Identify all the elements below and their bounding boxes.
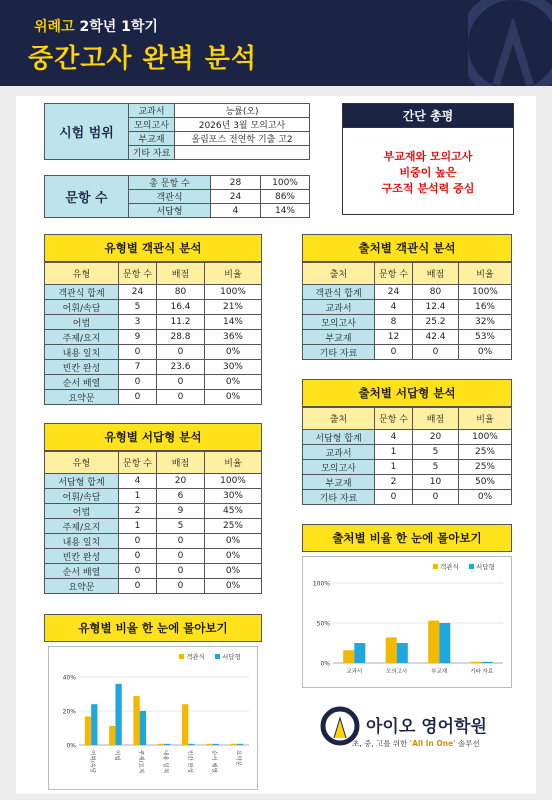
table-cell: 9 [157,504,205,519]
x-tick-label: 빈칸 완성 [186,750,193,774]
table-cell: 모의고사 [303,315,375,330]
bar-subjective [91,704,97,745]
table-cell: 14% [205,315,262,330]
table-cell: 어휘/속담 [45,300,119,315]
table-cell: 30% [205,360,262,375]
source-objective-table [302,262,512,360]
tagline-post: 솔루션 [455,739,480,748]
column-header: 배점 [413,408,459,430]
table-row [45,579,262,594]
legend-label: 객관식 [186,653,205,661]
table-cell: 80 [157,285,205,300]
table-cell: 5 [413,445,459,460]
count-n: 28 [211,176,261,190]
table-cell: 20 [413,430,459,445]
legend-swatch [179,654,184,659]
table-cell: 부교재 [303,330,375,345]
table-cell: 2 [119,504,157,519]
table-cell: 11.2 [157,315,205,330]
scope-table [44,103,310,160]
table-cell: 42.4 [413,330,459,345]
academy-name: 아이오 영어학원 [366,717,487,737]
table-cell: 28.8 [157,330,205,345]
table-cell: 50% [459,475,512,490]
source-subjective-table [302,407,512,505]
table-row [45,504,262,519]
column-header: 문항 수 [119,263,157,285]
type-subjective-title: 유형별 서답형 분석 [44,423,262,451]
table-cell: 0% [205,375,262,390]
table-cell: 23.6 [157,360,205,375]
table-cell: 24 [119,285,157,300]
count-n: 24 [211,190,261,204]
column-header: 문항 수 [375,408,413,430]
table-cell: 0% [205,345,262,360]
academy-tagline [352,738,480,749]
bar-objective [231,744,237,745]
background-logo-icon [468,0,552,86]
table-cell: 부교재 [303,475,375,490]
count-key: 객관식 [129,190,211,204]
bar-subjective [140,711,146,745]
table-cell: 주제/요지 [45,519,119,534]
tagline-highlight: 'All In One' [409,739,456,748]
legend-label: 서답형 [476,563,495,571]
table-cell: 2 [375,475,413,490]
table-cell: 0 [157,549,205,564]
legend-label: 객관식 [440,563,459,571]
table-cell: 어법 [45,504,119,519]
table-header-row [303,263,512,285]
table-row [45,300,262,315]
header-subtitle [34,16,158,36]
count-key: 서답형 [129,204,211,218]
table-row [303,300,512,315]
summary-box [342,103,514,215]
table-row [45,315,262,330]
bar-objective [471,662,482,663]
type-chart-title: 유형별 비율 한 눈에 몰아보기 [44,614,262,642]
table-cell: 0 [157,375,205,390]
scope-value [175,146,310,160]
summary-title: 간단 총평 [343,104,513,128]
table-cell: 100% [205,474,262,489]
table-cell: 0% [205,579,262,594]
table-cell: 객관식 합계 [45,285,119,300]
table-row [45,390,262,405]
table-cell: 0% [205,534,262,549]
academy-brand [316,706,526,762]
table-cell: 80 [413,285,459,300]
column-header: 비율 [459,263,512,285]
tagline-pre: 초, 중, 고를 위한 [352,739,410,748]
table-row [45,360,262,375]
table-cell: 10 [413,475,459,490]
table-cell: 0 [375,345,413,360]
table-cell: 0% [205,390,262,405]
table-cell: 9 [119,330,157,345]
table-cell: 4 [375,430,413,445]
table-row [303,430,512,445]
table-cell: 0 [157,534,205,549]
table-cell: 20 [157,474,205,489]
table-cell: 순서 배열 [45,564,119,579]
bar-objective [158,744,164,745]
scope-label: 시험 범위 [45,104,129,160]
table-row [45,345,262,360]
x-tick-label: 부교재 [431,669,448,675]
table-cell: 요약문 [45,579,119,594]
count-key: 총 문항 수 [129,176,211,190]
table-cell: 요약문 [45,390,119,405]
table-cell: 0 [157,345,205,360]
table-cell: 순서 배열 [45,375,119,390]
table-cell: 5 [157,519,205,534]
count-pct: 100% [261,176,310,190]
table-cell: 8 [375,315,413,330]
table-cell: 교과서 [303,300,375,315]
bar-objective [85,716,91,745]
table-row [303,345,512,360]
table-row [303,315,512,330]
x-tick-label: 내용 일치 [162,750,168,774]
school-name: 위례고 [34,19,75,35]
table-cell: 서답형 합계 [45,474,119,489]
table-cell: 0 [119,345,157,360]
type-chart-svg [49,647,257,789]
legend-swatch [433,564,438,569]
count-label: 문항 수 [45,176,129,218]
column-header: 출처 [303,408,375,430]
table-cell: 기타 자료 [303,345,375,360]
table-row [45,375,262,390]
table-cell: 서답형 합계 [303,430,375,445]
x-tick-label: 모의고사 [386,669,408,675]
type-objective-table [44,262,262,405]
column-header: 문항 수 [119,452,157,474]
table-cell: 30% [205,489,262,504]
table-cell: 0% [459,490,512,505]
column-header: 배점 [157,452,205,474]
source-chart [302,556,512,688]
table-cell: 25% [459,445,512,460]
table-row [303,460,512,475]
table-cell: 1 [375,445,413,460]
table-cell: 어휘/속담 [45,489,119,504]
table-row [45,489,262,504]
table-cell: 빈칸 완성 [45,549,119,564]
table-cell: 0 [119,390,157,405]
type-objective-title: 유형별 객관식 분석 [44,234,262,262]
type-subjective-table [44,451,262,594]
column-header: 출처 [303,263,375,285]
column-header: 문항 수 [375,263,413,285]
table-cell: 0 [413,345,459,360]
table-cell: 0 [119,534,157,549]
count-pct: 86% [261,190,310,204]
y-tick-label: 0% [66,742,76,750]
table-cell: 0 [119,549,157,564]
y-tick-label: 50% [316,620,330,628]
table-row [303,330,512,345]
x-tick-label: 주제/요지 [137,750,144,774]
table-cell: 6 [157,489,205,504]
table-cell: 1 [119,519,157,534]
table-cell: 21% [205,300,262,315]
scope-key: 기타 자료 [129,146,175,160]
bar-subjective [237,744,243,745]
table-cell: 25% [205,519,262,534]
table-header-row [45,452,262,474]
x-tick-label: 교과서 [346,669,363,675]
column-header: 배점 [157,263,205,285]
bar-subjective [188,744,194,745]
scope-value: 2026년 3월 모의고사 [175,118,310,132]
source-chart-svg [303,557,511,687]
scope-value: 능률(오) [175,104,310,118]
column-header: 유형 [45,263,119,285]
table-header-row [303,408,512,430]
bar-objective [133,696,139,745]
table-cell: 내용 일치 [45,534,119,549]
table-row [45,564,262,579]
table-row [303,285,512,300]
table-cell: 0% [205,564,262,579]
table-cell: 100% [205,285,262,300]
table-header-row [45,263,262,285]
y-tick-label: 20% [62,708,76,716]
summary-line: 비중이 높은 [399,166,457,179]
table-cell: 내용 일치 [45,345,119,360]
count-pct: 14% [261,204,310,218]
x-tick-label: 어휘/속담 [89,750,96,774]
bar-objective [343,650,354,663]
table-row [45,519,262,534]
table-cell: 0% [205,549,262,564]
scope-key: 모의고사 [129,118,175,132]
summary-line: 부교재와 모의고사 [383,150,473,163]
bar-objective [206,744,212,745]
source-chart-title: 출처별 비율 한 눈에 몰아보기 [302,524,512,552]
table-cell: 25.2 [413,315,459,330]
scope-key: 교과서 [129,104,175,118]
report-sheet [16,96,536,794]
legend-swatch [215,654,220,659]
x-tick-label: 어법 [113,750,120,761]
table-cell: 3 [119,315,157,330]
table-cell: 5 [119,300,157,315]
table-cell: 12.4 [413,300,459,315]
table-cell: 4 [375,300,413,315]
table-row [45,549,262,564]
table-cell: 0 [157,390,205,405]
column-header: 배점 [413,263,459,285]
table-row [45,534,262,549]
count-n: 4 [211,204,261,218]
table-cell: 100% [459,430,512,445]
table-cell: 0 [413,490,459,505]
table-cell: 45% [205,504,262,519]
bar-subjective [354,643,365,663]
table-cell: 0 [119,564,157,579]
legend-label: 서답형 [222,653,241,661]
y-tick-label: 40% [62,674,76,682]
bar-objective [109,726,115,745]
scope-key: 부교재 [129,132,175,146]
bar-subjective [115,684,121,745]
summary-line: 구조적 분석력 중심 [381,182,475,195]
table-cell: 어법 [45,315,119,330]
table-cell: 0 [157,564,205,579]
table-cell: 100% [459,285,512,300]
y-tick-label: 100% [312,580,330,588]
column-header: 비율 [205,452,262,474]
bar-objective [428,621,439,663]
table-cell: 1 [119,489,157,504]
question-count-table [44,175,310,218]
column-header: 비율 [459,408,512,430]
bar-subjective [482,662,493,663]
bar-objective [386,637,397,663]
bar-subjective [213,744,219,745]
table-cell: 16% [459,300,512,315]
type-chart [48,646,258,790]
table-cell: 0 [157,579,205,594]
table-row [303,490,512,505]
x-tick-label: 요약문 [234,750,241,766]
page-title: 중간고사 완벽 분석 [28,44,258,74]
table-row [45,330,262,345]
table-cell: 0% [459,345,512,360]
table-row [45,474,262,489]
table-cell: 교과서 [303,445,375,460]
table-cell: 32% [459,315,512,330]
table-cell: 빈칸 완성 [45,360,119,375]
table-cell: 1 [375,460,413,475]
x-tick-label: 기타 자료 [470,669,494,675]
table-cell: 모의고사 [303,460,375,475]
table-cell: 0 [119,375,157,390]
column-header: 비율 [205,263,262,285]
table-cell: 25% [459,460,512,475]
table-cell: 53% [459,330,512,345]
table-cell: 16.4 [157,300,205,315]
table-cell: 4 [119,474,157,489]
summary-body [343,149,513,197]
table-row [45,285,262,300]
table-cell: 주제/요지 [45,330,119,345]
table-cell: 36% [205,330,262,345]
table-cell: 0 [375,490,413,505]
bar-objective [182,704,188,745]
table-cell: 24 [375,285,413,300]
table-row [303,445,512,460]
table-cell: 기타 자료 [303,490,375,505]
scope-value: 올림포스 전연학 기출 고2 [175,132,310,146]
grade-term: 2학년 1학기 [74,19,158,35]
table-cell: 객관식 합계 [303,285,375,300]
table-cell: 0 [119,579,157,594]
table-cell: 7 [119,360,157,375]
bar-subjective [397,643,408,663]
table-row [303,475,512,490]
source-subjective-title: 출처별 서답형 분석 [302,379,512,407]
y-tick-label: 0% [320,660,330,668]
source-objective-title: 출처별 객관식 분석 [302,234,512,262]
column-header: 유형 [45,452,119,474]
x-tick-label: 순서 배열 [210,750,217,774]
bar-subjective [439,623,450,663]
header-banner [0,0,552,86]
table-cell: 5 [413,460,459,475]
bar-subjective [164,744,170,745]
legend-swatch [469,564,474,569]
table-cell: 12 [375,330,413,345]
